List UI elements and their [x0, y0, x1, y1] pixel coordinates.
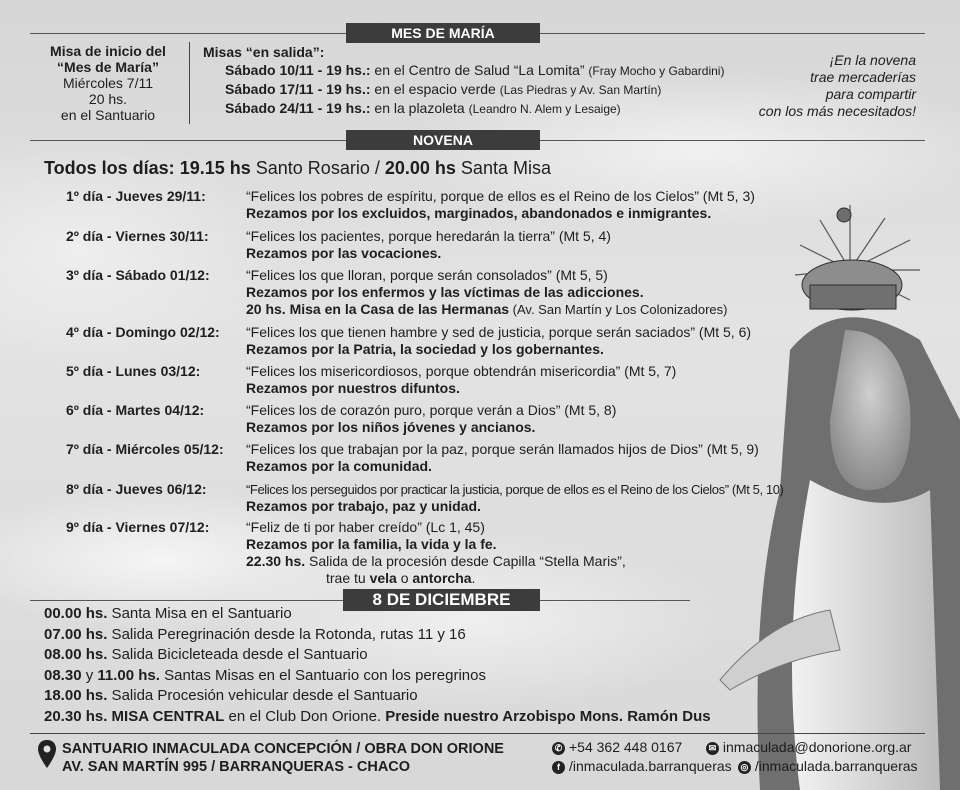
ocho-diciembre-banner: 8 DE DICIEMBRE	[343, 589, 540, 611]
divider	[30, 600, 343, 601]
vertical-divider	[189, 42, 190, 124]
phone-icon: ✆	[552, 742, 565, 755]
divider	[30, 140, 346, 141]
schedule-row: 18.00 hs. Salida Procesión vehicular desde el Santuario	[44, 687, 418, 704]
instagram-icon: ◎	[738, 761, 751, 774]
divider	[30, 33, 346, 34]
diciembre-schedule	[44, 604, 711, 727]
email-contact[interactable]: ✉ inmaculada@donorione.org.ar	[706, 738, 912, 757]
crown-icon	[795, 205, 920, 310]
phone-contact[interactable]: ✆ +54 362 448 0167	[552, 738, 702, 757]
mes-de-maria-banner: MES DE MARÍA	[346, 23, 540, 43]
footer-address: SANTUARIO INMACULADA CONCEPCIÓN / OBRA DON ORIONE AV. SAN MARTÍN 995 / BARRANQUERAS - CHACO	[62, 741, 504, 775]
email-icon: ✉	[706, 742, 719, 755]
schedule-row: 08.30 y 11.00 hs. Santas Misas en el Santuario con los peregrinos	[44, 666, 486, 684]
inicio-block: Misa de inicio del “Mes de María” Miércoles 7/11 20 hs. en el Santuario	[50, 43, 166, 123]
facebook-icon: f	[552, 761, 565, 774]
divider	[540, 140, 925, 141]
schedule-row: 07.00 hs. Salida Peregrinación desde la Rotonda, rutas 11 y 16	[44, 625, 466, 643]
schedule-row: 00.00 hs. Santa Misa en el Santuario	[44, 605, 292, 622]
facebook-link[interactable]: f /inmaculada.barranqueras	[552, 757, 734, 776]
instagram-link[interactable]: ◎ /inmaculada.barranqueras	[738, 757, 918, 776]
salida-row: Sábado 10/11 - 19 hs.: en el Centro de Salud “La Lomita” (Fray Mocho y Gabardini)	[225, 62, 725, 78]
todos-los-dias: Todos los días: 19.15 hs Santo Rosario / 20.00 hs Santa Misa	[44, 158, 551, 178]
schedule-row: 08.00 hs. Salida Bicicleteada desde el Santuario	[44, 646, 368, 663]
novena-banner: NOVENA	[346, 130, 540, 150]
mercaderias-note: ¡En la novena trae mercaderías para compartir con los más necesitados!	[758, 52, 916, 119]
footer-contacts	[552, 738, 918, 776]
divider	[540, 600, 690, 601]
schedule-row: 20.30 hs. MISA CENTRAL en el Club Don Orione. Preside nuestro Arzobispo Mons. Ramón Dus	[44, 707, 711, 725]
misas-en-salida: Misas “en salida”: Sábado 10/11 - 19 hs.: en el Centro de Salud “La Lomita” (Fray Mocho y Gabardini) Sábado 17/11 - 19 hs.: en el espacio verde (Las Piedras y Av. San Martín) Sábado 24/11 - 19 hs.: en la plazoleta (Leandro N. Alem y Lesaige)	[203, 44, 725, 116]
footer-divider	[30, 733, 925, 734]
salida-row: Sábado 17/11 - 19 hs.: en el espacio verde (Las Piedras y Av. San Martín)	[225, 81, 662, 97]
divider	[540, 33, 925, 34]
salida-row: Sábado 24/11 - 19 hs.: en la plazoleta (Leandro N. Alem y Lesaige)	[225, 100, 621, 116]
